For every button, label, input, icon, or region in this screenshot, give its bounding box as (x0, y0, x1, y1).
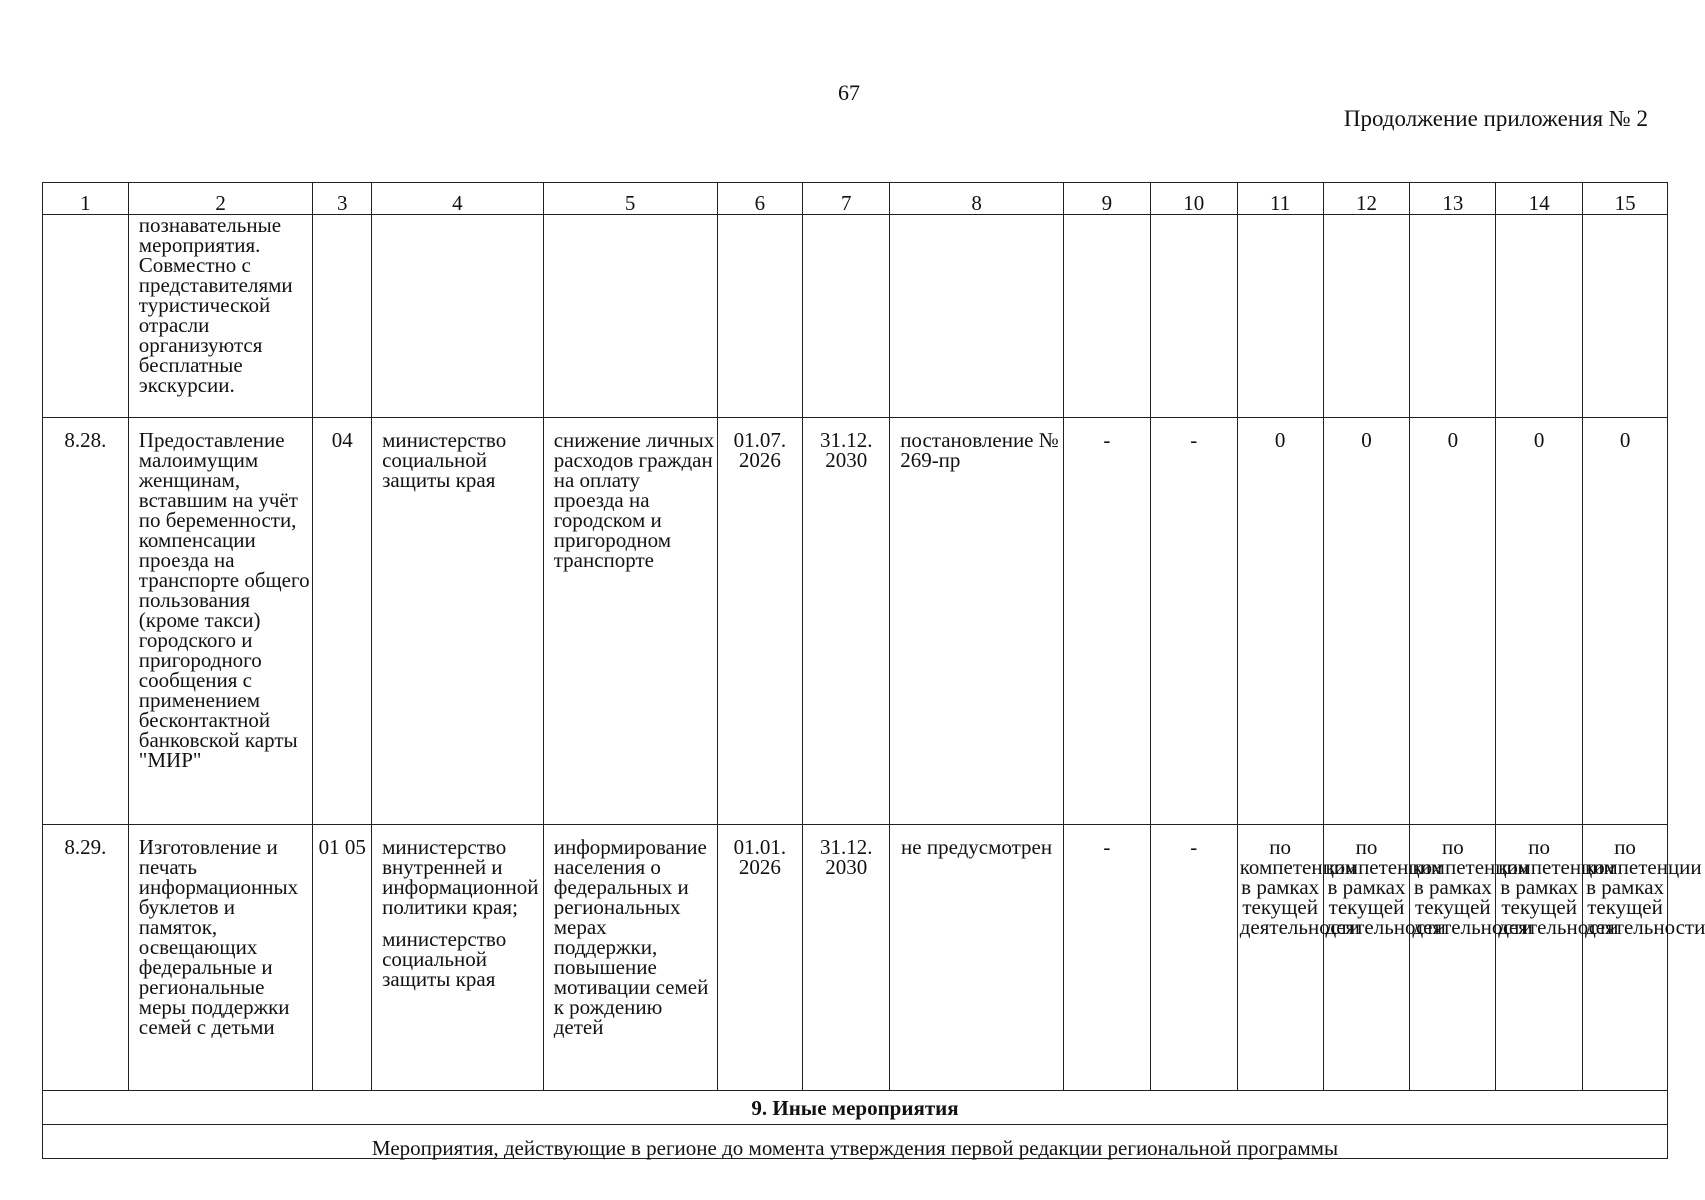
funding-cell: 0 (1583, 418, 1668, 825)
column-header: 5 (543, 183, 717, 215)
table-cell (1237, 215, 1323, 418)
table-cell: - (1150, 418, 1237, 825)
table-cell (1150, 215, 1237, 418)
section-note-row (43, 1125, 1668, 1159)
table-cell (803, 215, 890, 418)
column-number-row (43, 183, 1668, 215)
column-header: 12 (1323, 183, 1410, 215)
section-title: 9. Иные мероприятия (43, 1091, 1668, 1125)
column-header: 1 (43, 183, 129, 215)
table-cell (1323, 215, 1410, 418)
table-cell (717, 215, 803, 418)
section-note: Мероприятия, действующие в регионе до момента утверждения первой редакции региональной программы (43, 1125, 1668, 1159)
table-cell (1583, 215, 1668, 418)
measure-description-cell: Предоставление малоимущим женщинам, вставшим на учёт по беременности, компенсации проезда на транспорте общего пользования (кроме такси) городского и пригородного сообщения с применением бесконтактной банковской карты "МИР" (128, 418, 313, 825)
table-cell (890, 215, 1064, 418)
funding-cell: по компетенции в рамках текущей деятельности (1237, 825, 1323, 1091)
responsible-line: министерство внутренней и информационной политики края; (382, 835, 539, 919)
table-cell (543, 215, 717, 418)
table-cell (313, 215, 372, 418)
start-date-cell: 01.07. 2026 (717, 418, 803, 825)
responsible-line: министерство социальной защиты края (382, 927, 507, 991)
table-cell (372, 215, 544, 418)
section-heading-row (43, 1091, 1668, 1125)
measure-description-cell: Изготовление и печать информационных буклетов и памяток, освещающих федеральные и региональные меры поддержки семей с детьми (128, 825, 313, 1091)
column-header: 11 (1237, 183, 1323, 215)
funding-cell: 0 (1237, 418, 1323, 825)
table-cell: - (1063, 825, 1150, 1091)
measure-number-cell: 8.29. (43, 825, 129, 1091)
measure-number-cell: 8.28. (43, 418, 129, 825)
column-header: 8 (890, 183, 1064, 215)
code-cell: 04 (313, 418, 372, 825)
table-cell (1410, 215, 1496, 418)
legal-act-cell: постановление № 269-пр (890, 418, 1064, 825)
table-cell (43, 215, 129, 418)
measure-description-cell: познавательные мероприятия. Совместно с представителями туристической отрасли организуются бесплатные экскурсии. (128, 215, 313, 418)
column-header: 2 (128, 183, 313, 215)
table-cell: - (1150, 825, 1237, 1091)
column-header: 4 (372, 183, 544, 215)
page-number: 67 (838, 80, 860, 105)
end-date-cell: 31.12. 2030 (803, 418, 890, 825)
table-row (43, 418, 1668, 825)
table-cell (1063, 215, 1150, 418)
column-header: 9 (1063, 183, 1150, 215)
end-date-cell: 31.12. 2030 (803, 825, 890, 1091)
table-cell: - (1063, 418, 1150, 825)
column-header: 15 (1583, 183, 1668, 215)
responsible-cell: министерство социальной защиты края (372, 418, 544, 825)
legal-act-cell: не предусмотрен (890, 825, 1064, 1091)
column-header: 13 (1410, 183, 1496, 215)
funding-cell: по компетенции в рамках текущей деятельности (1323, 825, 1410, 1091)
appendix-continuation-label: Продолжение приложения № 2 (1343, 106, 1648, 131)
funding-cell: по компетенции в рамках текущей деятельности (1496, 825, 1583, 1091)
table-row (43, 215, 1668, 418)
funding-cell: 0 (1323, 418, 1410, 825)
result-cell: снижение личных расходов граждан на оплату проезда на городском и пригородном транспорте (543, 418, 717, 825)
column-header: 14 (1496, 183, 1583, 215)
funding-cell: по компетенции в рамках текущей деятельности (1410, 825, 1496, 1091)
responsible-cell (372, 825, 544, 1091)
column-header: 6 (717, 183, 803, 215)
funding-cell: по компетенции в рамках текущей деятельности (1583, 825, 1668, 1091)
program-measures-table (42, 182, 1705, 1160)
result-cell: информирование населения о федеральных и региональных мерах поддержки, повышение мотивации семей к рождению детей (543, 825, 717, 1091)
table-row (43, 825, 1668, 1091)
start-date-cell: 01.01. 2026 (717, 825, 803, 1091)
column-header: 10 (1150, 183, 1237, 215)
funding-cell: 0 (1496, 418, 1583, 825)
code-cell: 01 05 (313, 825, 372, 1091)
funding-cell: 0 (1410, 418, 1496, 825)
column-header: 3 (313, 183, 372, 215)
table-cell (1496, 215, 1583, 418)
column-header: 7 (803, 183, 890, 215)
